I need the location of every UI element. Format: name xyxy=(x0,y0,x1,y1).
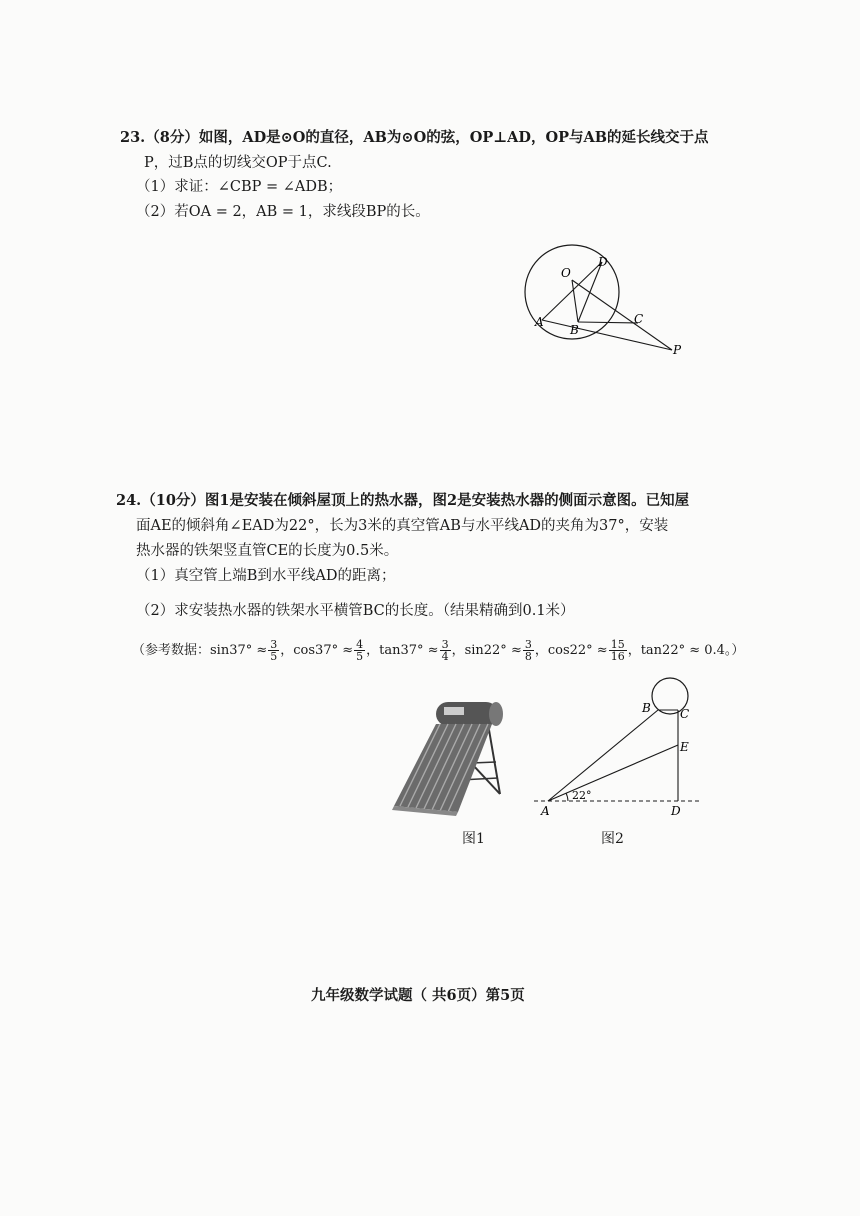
frac-sin22: $\frac{3}{8}$ xyxy=(524,638,532,663)
q24-line3: 热水器的铁架竖直管CE的长度为0.5米。 xyxy=(136,543,399,559)
frac-cos37: $\frac{4}{5}$ xyxy=(356,638,364,663)
fig1-caption: 图1 xyxy=(462,831,485,847)
ref-tan37-label: ，tan37° ≈ xyxy=(366,643,439,658)
q24-line2: 面AE的倾斜角∠EAD为22°，长为3米的真空管AB与水平线AD的夹角为37°，安装 xyxy=(136,518,669,534)
ref-cos37-label: ，cos37° ≈ xyxy=(280,643,354,658)
segment-ap xyxy=(542,320,672,350)
ref-cos22-label: ，cos22° ≈ xyxy=(534,643,608,658)
segment-ad xyxy=(542,262,602,320)
label-d: D xyxy=(598,255,608,269)
label-o: O xyxy=(561,266,571,280)
label-c: C xyxy=(680,707,690,721)
q23-line2: P，过B点的切线交OP于点C. xyxy=(144,155,332,171)
label-c: C xyxy=(634,312,644,326)
q24-part2: （2）求安装热水器的铁架水平横管BC的长度。（结果精确到0.1米） xyxy=(136,603,575,619)
q23-part1: （1）求证：∠CBP = ∠ADB； xyxy=(136,179,343,195)
q23-part2: （2）若OA = 2，AB = 1，求线段BP的长。 xyxy=(136,204,430,220)
fig2-caption: 图2 xyxy=(601,831,624,847)
solar-water-heater-image xyxy=(388,694,518,824)
angle-arc xyxy=(566,793,568,801)
q24-side-diagram xyxy=(530,672,710,822)
ref-sin22-label: ，sin22° ≈ xyxy=(451,643,522,658)
ref-prefix: （参考数据：sin37° ≈ xyxy=(132,643,268,658)
segment-op xyxy=(572,280,672,350)
q24-part1: （1）真空管上端B到水平线AD的距离； xyxy=(136,568,396,584)
label-e: E xyxy=(680,740,689,754)
frac-tan37: $\frac{3}{4}$ xyxy=(441,638,449,663)
label-angle: 22° xyxy=(572,789,592,802)
q23-circle-diagram xyxy=(520,222,700,362)
label-a: A xyxy=(541,804,550,818)
q24-line1: 24.（10分）图1是安装在倾斜屋顶上的热水器，图2是安装热水器的侧面示意图。已知屋 xyxy=(116,492,690,509)
label-b: B xyxy=(642,701,651,715)
segment-ae xyxy=(548,745,678,801)
tangent-bc xyxy=(578,322,638,323)
ref-tan22-label: ，tan22° ≈ 0.4。） xyxy=(627,643,745,658)
q23-line1: 23.（8分）如图，AD是⊙O的直径，AB为⊙O的弦，OP⊥AD，OP与AB的延长线交于点 xyxy=(120,129,709,146)
frac-cos22: $\frac{15}{16}$ xyxy=(610,638,625,663)
label-b: B xyxy=(570,323,579,337)
segment-ab xyxy=(548,710,658,801)
frac-sin37: $\frac{3}{5}$ xyxy=(270,638,278,663)
label-d: D xyxy=(671,804,681,818)
label-p: P xyxy=(673,343,682,357)
page-footer: 九年级数学试题（ 共6页）第5页 xyxy=(311,987,525,1004)
q24-reference-data xyxy=(132,637,744,665)
label-a: A xyxy=(535,315,544,329)
